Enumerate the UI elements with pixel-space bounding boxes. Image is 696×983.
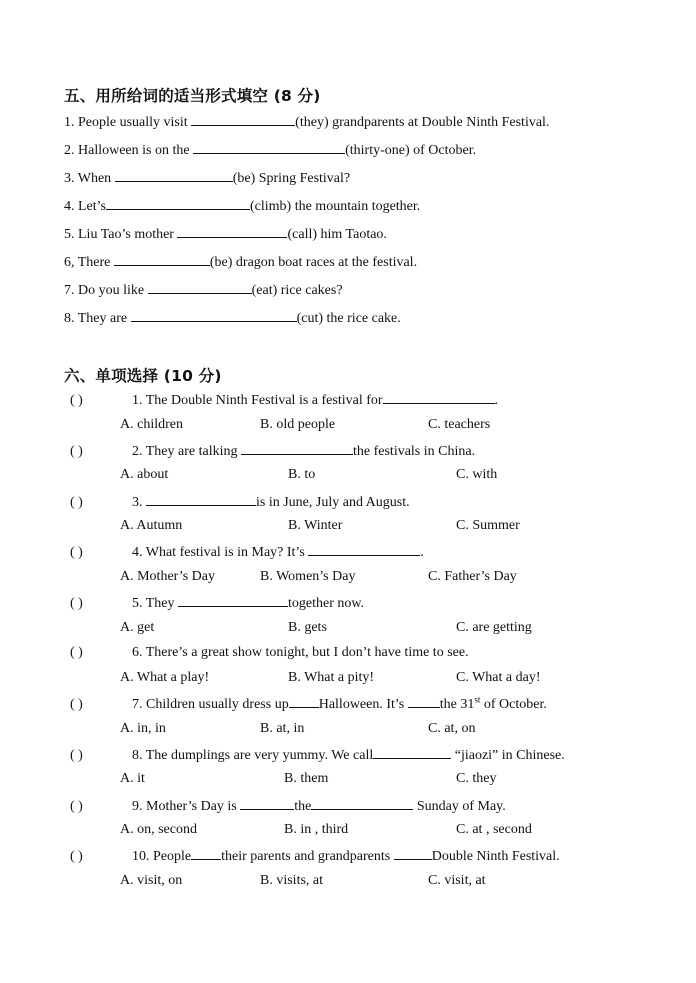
- fill-item-text: 2. Halloween is on the: [64, 143, 194, 158]
- fill-item-5: [64, 224, 387, 244]
- fill-item-text: 5. Liu Tao’s mother: [64, 227, 178, 242]
- question-text: 4. What festival is in May? It’s: [132, 545, 309, 560]
- option-c[interactable]: C. at, on: [428, 721, 476, 736]
- question-text: .: [420, 545, 424, 560]
- option-c[interactable]: C. Father’s Day: [428, 569, 517, 584]
- question-text: Sunday of May.: [413, 799, 506, 814]
- fill-item-text: 8. They are: [64, 311, 131, 326]
- answer-blank[interactable]: [240, 796, 294, 810]
- option-c[interactable]: C. What a day!: [456, 670, 541, 685]
- fill-item-6: [64, 252, 417, 272]
- question-text: 6. There’s a great show tonight, but I don’t have time to see.: [132, 645, 469, 660]
- question-text: together now.: [288, 596, 365, 611]
- option-a[interactable]: A. get: [120, 620, 155, 635]
- fill-item-text: 3. When: [64, 171, 115, 186]
- question-text: the festivals in China.: [353, 444, 476, 459]
- answer-blank[interactable]: [308, 542, 420, 556]
- answer-blank[interactable]: [146, 492, 256, 506]
- fill-item-hint: (be) Spring Festival?: [232, 171, 351, 186]
- question-text: 1. The Double Ninth Festival is a festival for: [132, 393, 383, 408]
- answer-blank[interactable]: [114, 252, 210, 266]
- fill-item-8: [64, 308, 401, 328]
- question-text: of October.: [480, 697, 547, 712]
- option-b[interactable]: B. gets: [288, 620, 327, 635]
- fill-item-hint: (be) dragon boat races at the festival.: [209, 255, 418, 270]
- answer-parenthesis[interactable]: ( ): [70, 495, 83, 510]
- fill-item-hint: (thirty-one) of October.: [345, 143, 477, 158]
- option-c[interactable]: C. visit, at: [428, 873, 486, 888]
- fill-item-text: 1. People usually visit: [64, 115, 192, 130]
- answer-blank[interactable]: [115, 168, 233, 182]
- fill-item-text: 4. Let’s: [64, 199, 106, 214]
- fill-item-7: [64, 280, 343, 300]
- option-c[interactable]: C. at , second: [456, 822, 532, 837]
- answer-blank[interactable]: [191, 846, 221, 860]
- option-b[interactable]: B. them: [284, 771, 329, 786]
- option-b[interactable]: B. What a pity!: [288, 670, 375, 685]
- option-b[interactable]: B. at, in: [260, 721, 305, 736]
- question-text: 3.: [132, 495, 146, 510]
- option-b[interactable]: B. in , third: [284, 822, 349, 837]
- question-1: [70, 390, 498, 410]
- question-3: [70, 492, 410, 512]
- option-c[interactable]: C. teachers: [428, 417, 491, 432]
- option-c[interactable]: C. are getting: [456, 620, 532, 635]
- option-b[interactable]: B. Winter: [288, 518, 343, 533]
- answer-blank[interactable]: [191, 112, 295, 126]
- question-8: [70, 745, 565, 765]
- question-4: [70, 542, 424, 562]
- answer-parenthesis[interactable]: ( ): [70, 645, 83, 660]
- option-c[interactable]: C. Summer: [456, 518, 520, 533]
- answer-parenthesis[interactable]: ( ): [70, 444, 83, 459]
- section5-title: 五、用所给词的适当形式填空 (8 分): [64, 87, 321, 105]
- question-text: 5. They: [132, 596, 179, 611]
- question-text: “jiaozi” in Chinese.: [451, 748, 565, 763]
- question-text: the: [294, 799, 312, 814]
- question-text: the 31: [439, 697, 475, 712]
- question-10: [70, 846, 560, 866]
- option-a[interactable]: A. visit, on: [120, 873, 183, 888]
- fill-item-1: [64, 112, 549, 132]
- question-2: [70, 441, 475, 461]
- answer-blank[interactable]: [106, 196, 250, 210]
- answer-blank[interactable]: [373, 745, 451, 759]
- answer-blank[interactable]: [193, 140, 345, 154]
- answer-blank[interactable]: [394, 846, 432, 860]
- answer-blank[interactable]: [148, 280, 252, 294]
- question-text: Double Ninth Festival.: [431, 849, 560, 864]
- question-5: [70, 593, 364, 613]
- option-a[interactable]: A. What a play!: [120, 670, 210, 685]
- section6-title: 六、单项选择 (10 分): [64, 367, 222, 385]
- question-9: [70, 796, 506, 816]
- question-7: [70, 694, 547, 714]
- ordinal-suffix: st: [474, 694, 481, 705]
- option-b[interactable]: B. Women’s Day: [260, 569, 356, 584]
- option-a[interactable]: A. Autumn: [120, 518, 183, 533]
- fill-item-text: 6, There: [64, 255, 114, 270]
- option-c[interactable]: C. they: [456, 771, 497, 786]
- option-a[interactable]: A. it: [120, 771, 145, 786]
- answer-blank[interactable]: [289, 694, 319, 708]
- fill-item-2: [64, 140, 476, 160]
- question-text: 7. Children usually dress up: [132, 697, 289, 712]
- question-text: Halloween. It’s: [318, 697, 408, 712]
- answer-blank[interactable]: [178, 593, 288, 607]
- question-text: 8. The dumplings are very yummy. We call: [132, 748, 374, 763]
- fill-item-hint: (eat) rice cakes?: [251, 283, 343, 298]
- answer-parenthesis[interactable]: ( ): [70, 393, 83, 408]
- answer-parenthesis[interactable]: ( ): [70, 697, 83, 712]
- question-text: 9. Mother’s Day is: [132, 799, 241, 814]
- fill-item-hint: (they) grandparents at Double Ninth Festival.: [295, 115, 550, 130]
- answer-blank[interactable]: [177, 224, 287, 238]
- option-a[interactable]: A. in, in: [120, 721, 166, 736]
- answer-parenthesis[interactable]: ( ): [70, 748, 83, 763]
- answer-parenthesis[interactable]: ( ): [70, 545, 83, 560]
- question-text: .: [494, 393, 499, 408]
- answer-blank[interactable]: [241, 441, 353, 455]
- option-c[interactable]: C. with: [456, 467, 498, 482]
- fill-item-text: 7. Do you like: [64, 283, 148, 298]
- option-a[interactable]: A. about: [120, 467, 169, 482]
- answer-parenthesis[interactable]: ( ): [70, 596, 83, 611]
- option-a[interactable]: A. on, second: [120, 822, 197, 837]
- fill-item-4: [64, 196, 420, 216]
- answer-blank[interactable]: [408, 694, 440, 708]
- question-text: 10. People: [132, 849, 192, 864]
- question-text: their parents and grandparents: [221, 849, 394, 864]
- option-a[interactable]: A. children: [120, 417, 183, 432]
- answer-blank[interactable]: [311, 796, 413, 810]
- fill-item-hint: (climb) the mountain together.: [250, 199, 421, 214]
- fill-item-3: [64, 168, 350, 188]
- fill-item-hint: (call) him Taotao.: [287, 227, 387, 242]
- question-text: 2. They are talking: [132, 444, 241, 459]
- answer-blank[interactable]: [383, 390, 495, 404]
- fill-item-hint: (cut) the rice cake.: [296, 311, 401, 326]
- question-text: is in June, July and August.: [256, 495, 410, 510]
- answer-parenthesis[interactable]: ( ): [70, 799, 83, 814]
- option-a[interactable]: A. Mother’s Day: [120, 569, 216, 584]
- option-b[interactable]: B. visits, at: [260, 873, 324, 888]
- option-b[interactable]: B. to: [288, 467, 316, 482]
- option-b[interactable]: B. old people: [260, 417, 336, 432]
- answer-parenthesis[interactable]: ( ): [70, 849, 83, 864]
- answer-blank[interactable]: [131, 308, 297, 322]
- question-6: [70, 644, 469, 662]
